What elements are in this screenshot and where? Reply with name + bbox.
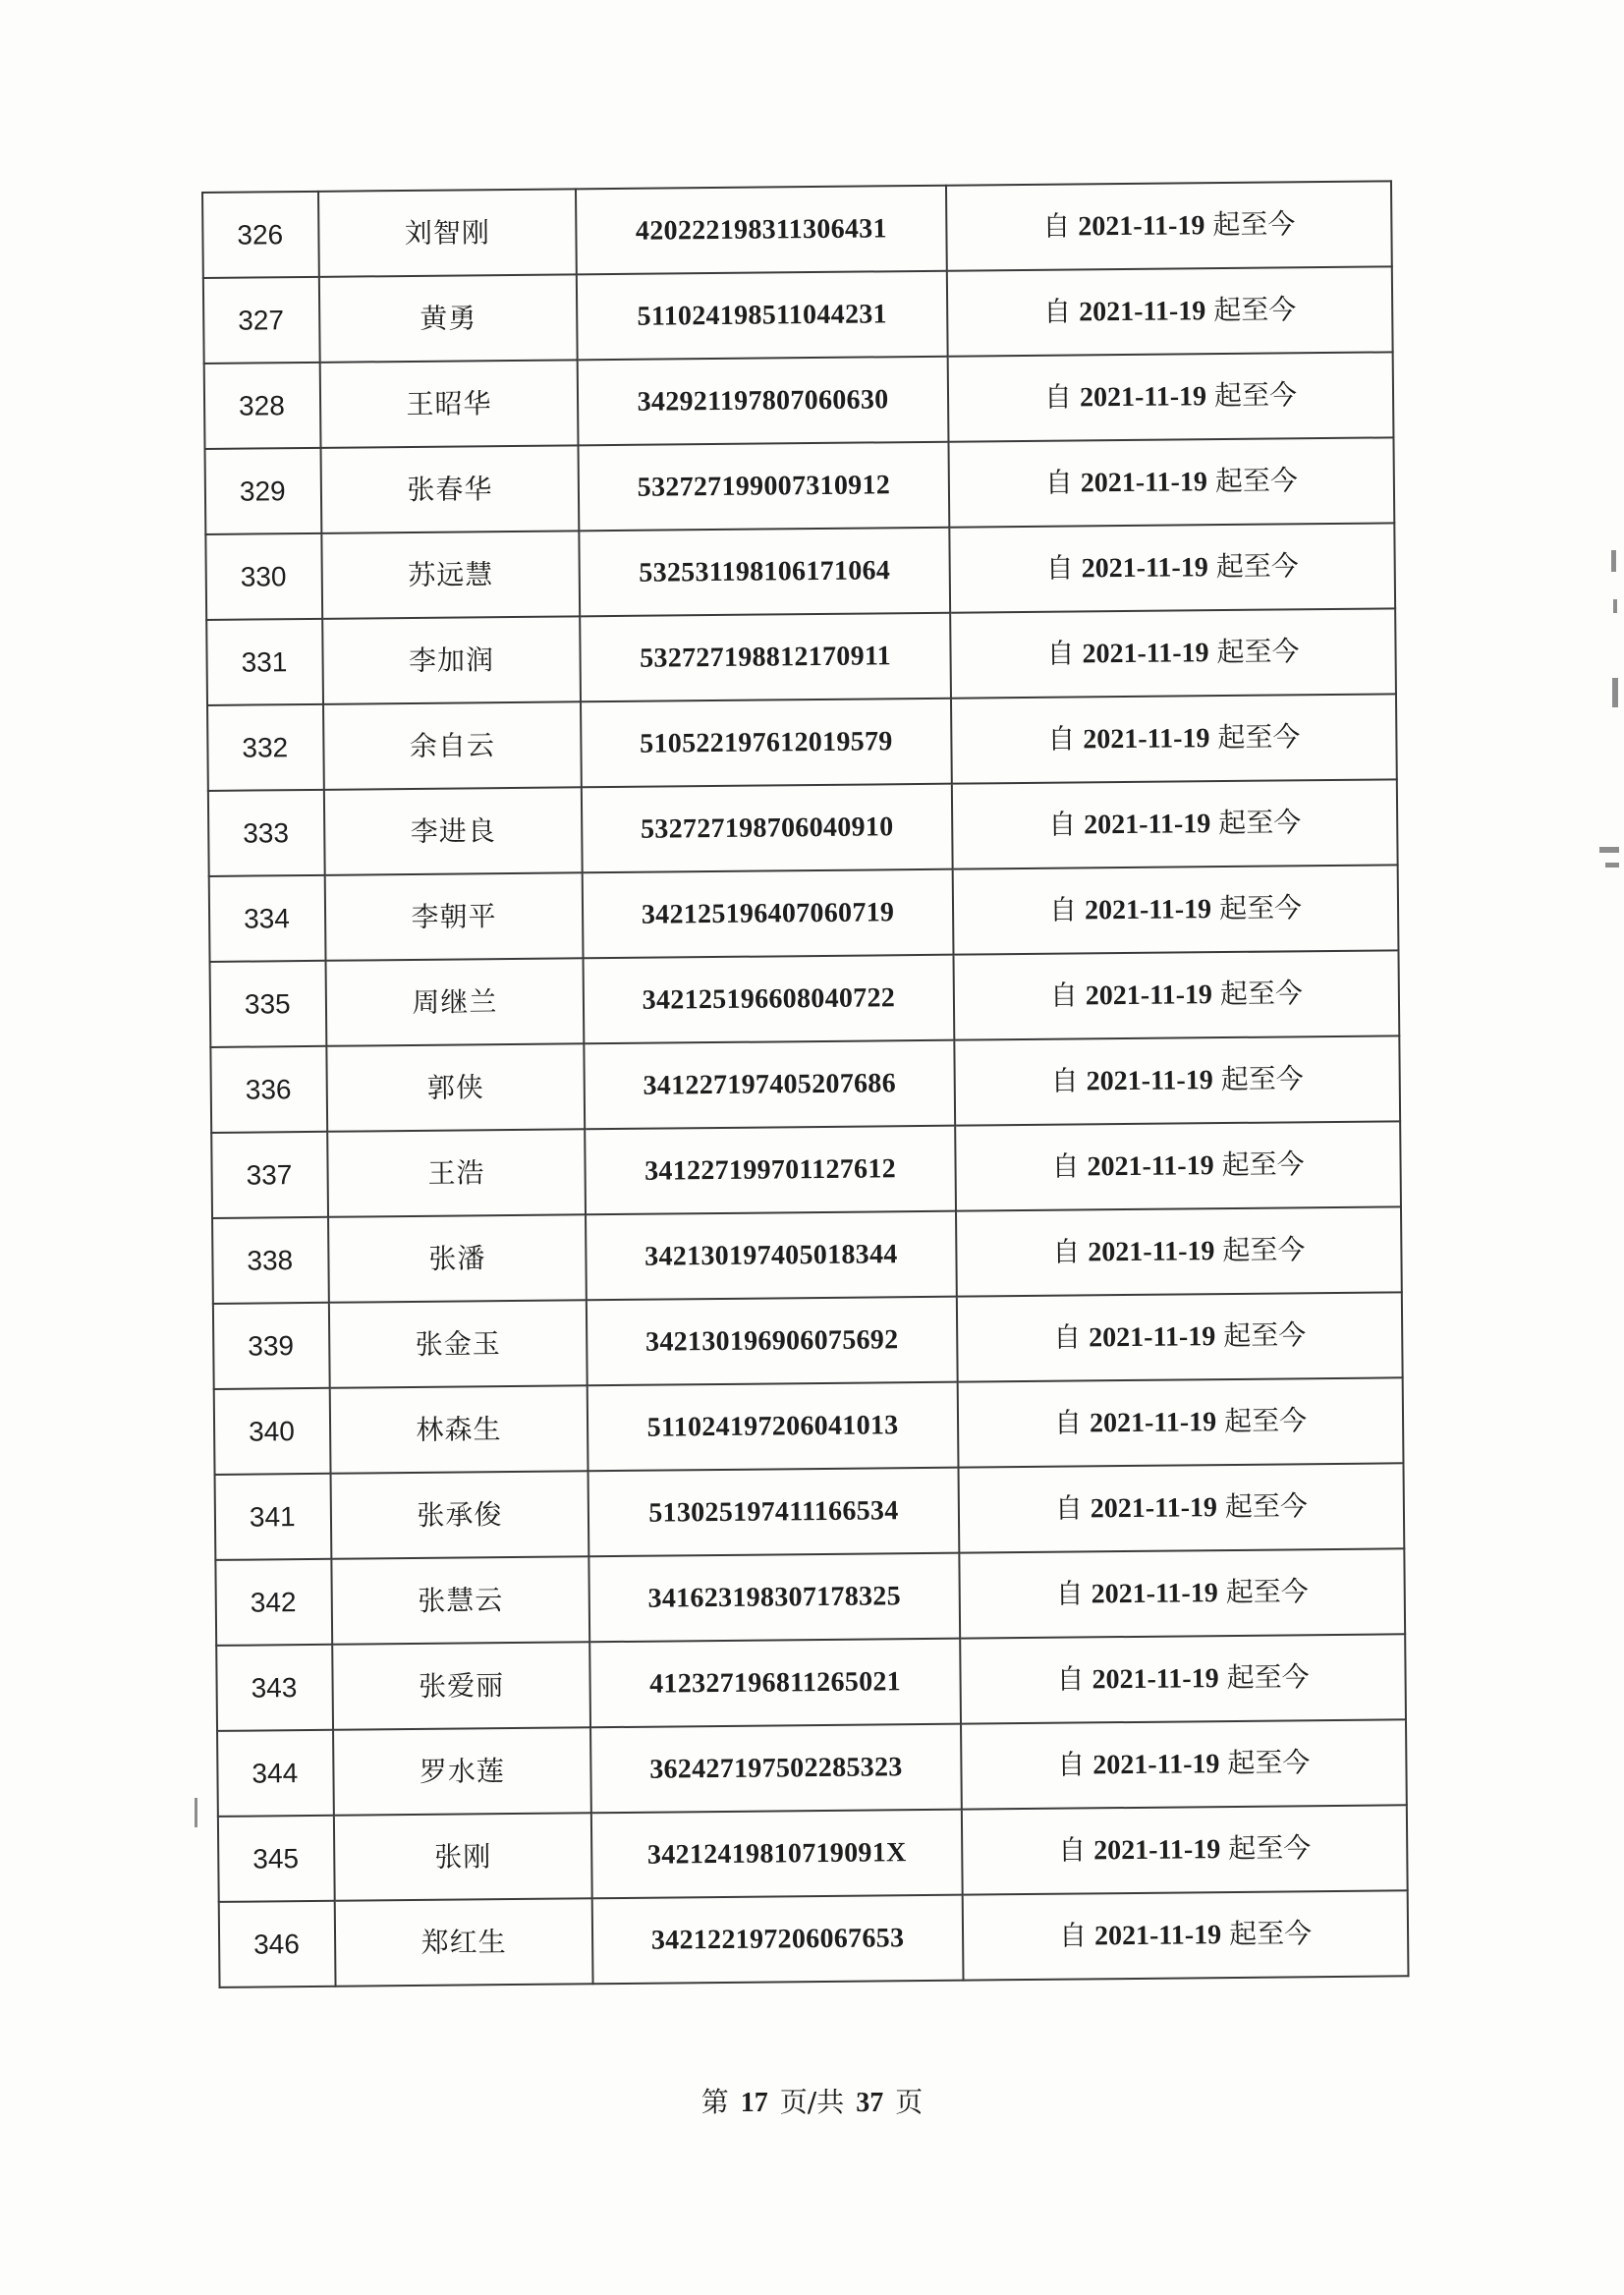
row-number: 346	[219, 1901, 336, 1987]
footer-suffix: 页	[895, 2086, 924, 2118]
table-row	[214, 1377, 1404, 1475]
period-suffix: 起至今	[1212, 207, 1296, 242]
period-prefix: 自	[1052, 1320, 1082, 1354]
period-date: 2021-11-19	[1083, 723, 1210, 756]
period-suffix: 起至今	[1213, 378, 1298, 413]
period-prefix: 自	[1054, 1491, 1083, 1525]
effective-period	[954, 1036, 1400, 1125]
period-date: 2021-11-19	[1092, 1663, 1219, 1696]
period-date: 2021-11-19	[1084, 894, 1212, 926]
person-name: 郭侠	[326, 1043, 585, 1132]
total-page-number: 37	[856, 2088, 884, 2118]
id-number: 511024198511044231	[577, 271, 948, 361]
period-prefix: 自	[1058, 1919, 1088, 1952]
period-suffix: 起至今	[1221, 1148, 1305, 1182]
period-prefix: 自	[1042, 209, 1071, 243]
period-suffix: 起至今	[1223, 1318, 1307, 1353]
period-suffix: 起至今	[1222, 1233, 1306, 1267]
table-row	[215, 1463, 1405, 1560]
row-number: 338	[212, 1217, 329, 1304]
effective-period	[952, 779, 1398, 868]
period-date: 2021-11-19	[1079, 296, 1206, 328]
effective-period	[959, 1463, 1405, 1552]
table-row	[213, 1292, 1403, 1389]
scan-edge-mark	[1605, 863, 1619, 868]
person-name: 张春华	[321, 445, 580, 533]
period-date: 2021-11-19	[1090, 1492, 1218, 1525]
period-prefix: 自	[1058, 1833, 1087, 1867]
table-row	[205, 523, 1395, 620]
row-number: 337	[211, 1132, 328, 1218]
table-row	[219, 1890, 1409, 1987]
id-number: 532727198812170911	[580, 613, 951, 702]
person-name: 林森生	[330, 1385, 588, 1474]
period-suffix: 起至今	[1223, 1404, 1308, 1438]
scan-edge-mark	[1599, 847, 1619, 853]
row-number: 333	[208, 790, 325, 876]
person-name: 罗水莲	[333, 1727, 591, 1816]
period-suffix: 起至今	[1220, 1062, 1304, 1096]
period-prefix: 自	[1047, 808, 1077, 841]
scan-edge-mark	[1613, 599, 1617, 613]
row-number: 343	[216, 1645, 333, 1731]
id-number: 511024197206041013	[588, 1382, 959, 1472]
period-date: 2021-11-19	[1089, 1321, 1216, 1354]
period-date: 2021-11-19	[1082, 638, 1209, 670]
period-suffix: 起至今	[1213, 293, 1297, 327]
row-number: 327	[203, 277, 320, 364]
period-date: 2021-11-19	[1093, 1920, 1222, 1952]
table-row	[215, 1548, 1405, 1646]
period-date: 2021-11-19	[1088, 1236, 1215, 1268]
id-number: 342125196407060719	[583, 869, 954, 959]
id-number: 513025197411166534	[588, 1468, 960, 1557]
footer-middle: 页/共	[779, 2086, 845, 2118]
page-footer	[0, 2081, 1624, 2120]
period-date: 2021-11-19	[1092, 1749, 1220, 1781]
table-row	[204, 352, 1394, 449]
id-number: 341227199701127612	[585, 1126, 956, 1215]
id-number: 342122197206067653	[592, 1895, 964, 1985]
person-name: 张金玉	[329, 1300, 588, 1388]
id-number: 532727198706040910	[582, 784, 953, 873]
period-prefix: 自	[1050, 1064, 1079, 1097]
table-row	[218, 1805, 1408, 1902]
effective-period	[960, 1634, 1406, 1723]
period-suffix: 起至今	[1225, 1575, 1309, 1609]
effective-period	[951, 694, 1397, 783]
table-row	[208, 779, 1398, 876]
row-number: 345	[218, 1816, 335, 1902]
effective-period	[953, 865, 1399, 954]
period-prefix: 自	[1057, 1748, 1086, 1781]
person-name: 王浩	[327, 1129, 586, 1217]
effective-period	[963, 1890, 1409, 1980]
person-name: 张爱丽	[332, 1642, 590, 1730]
effective-period	[955, 1121, 1401, 1210]
row-number: 331	[206, 619, 323, 705]
row-number: 344	[217, 1730, 334, 1817]
table-row	[211, 1121, 1401, 1218]
person-name: 余自云	[323, 701, 582, 790]
period-prefix: 自	[1043, 380, 1073, 414]
person-name: 李朝平	[325, 872, 584, 961]
person-name: 刘智刚	[318, 189, 577, 277]
id-number: 420222198311306431	[576, 186, 947, 275]
id-number: 341623198307178325	[588, 1553, 960, 1643]
period-suffix: 起至今	[1218, 806, 1302, 840]
id-number: 362427197502285323	[590, 1724, 962, 1814]
period-prefix: 自	[1055, 1577, 1084, 1610]
period-suffix: 起至今	[1215, 549, 1299, 584]
person-name: 黄勇	[319, 274, 578, 363]
person-name: 张承俊	[331, 1471, 589, 1559]
period-suffix: 起至今	[1214, 464, 1299, 498]
id-number: 412327196811265021	[589, 1639, 961, 1728]
row-number: 334	[209, 875, 326, 962]
effective-period	[949, 523, 1395, 612]
effective-period	[950, 608, 1396, 698]
table-row	[217, 1719, 1407, 1817]
effective-period	[958, 1377, 1404, 1467]
effective-period	[948, 352, 1394, 441]
effective-period	[956, 1206, 1402, 1296]
effective-period	[947, 266, 1393, 356]
row-number: 332	[207, 704, 324, 791]
effective-period	[961, 1719, 1407, 1809]
id-number: 532727199007310912	[578, 442, 949, 532]
period-suffix: 起至今	[1226, 1660, 1310, 1695]
row-number: 341	[215, 1474, 332, 1560]
row-number: 330	[205, 533, 322, 620]
id-number: 342921197807060630	[578, 357, 949, 446]
row-number: 329	[205, 448, 322, 534]
person-name: 郑红生	[335, 1898, 593, 1987]
id-number: 342125196608040722	[584, 955, 955, 1044]
id-number: 342130197405018344	[586, 1211, 957, 1301]
period-prefix: 自	[1051, 1149, 1080, 1183]
table-row	[207, 694, 1397, 791]
table-row	[210, 950, 1400, 1047]
person-name: 李加润	[322, 616, 581, 704]
table-row	[205, 437, 1395, 534]
period-prefix: 自	[1044, 466, 1073, 499]
person-name: 张慧云	[331, 1556, 589, 1645]
period-date: 2021-11-19	[1085, 980, 1213, 1012]
period-suffix: 起至今	[1224, 1489, 1309, 1524]
id-number: 342130196906075692	[587, 1297, 958, 1386]
person-name: 周继兰	[326, 958, 585, 1046]
id-number: 510522197612019579	[581, 699, 952, 788]
row-number: 336	[210, 1046, 327, 1133]
period-date: 2021-11-19	[1093, 1834, 1221, 1867]
table-row	[203, 266, 1393, 364]
table-row	[209, 865, 1399, 962]
scan-edge-mark	[1612, 678, 1618, 707]
period-suffix: 起至今	[1227, 1746, 1311, 1780]
person-name: 李进良	[324, 787, 583, 875]
row-number: 328	[204, 363, 321, 449]
current-page-number: 17	[740, 2088, 768, 2118]
period-date: 2021-11-19	[1080, 467, 1208, 499]
table-row	[212, 1206, 1402, 1304]
period-suffix: 起至今	[1228, 1831, 1312, 1866]
period-date: 2021-11-19	[1091, 1578, 1218, 1610]
period-date: 2021-11-19	[1081, 552, 1208, 585]
id-number: 34212419810719091X	[591, 1810, 963, 1899]
period-date: 2021-11-19	[1079, 381, 1207, 414]
id-number: 341227197405207686	[584, 1040, 955, 1130]
row-number: 339	[213, 1303, 330, 1389]
effective-period	[948, 437, 1394, 527]
row-number: 326	[202, 192, 319, 278]
effective-period	[953, 950, 1399, 1039]
row-number: 340	[214, 1388, 331, 1475]
table-row	[216, 1634, 1406, 1731]
period-date: 2021-11-19	[1089, 1407, 1217, 1439]
id-number: 532531198106171064	[579, 528, 950, 617]
period-prefix: 自	[1045, 551, 1074, 585]
period-prefix: 自	[1047, 722, 1076, 756]
effective-period	[957, 1292, 1403, 1381]
period-prefix: 自	[1046, 637, 1075, 670]
period-prefix: 自	[1048, 893, 1078, 926]
table-row	[210, 1036, 1400, 1133]
table-row	[202, 181, 1392, 278]
period-date: 2021-11-19	[1078, 210, 1205, 243]
period-suffix: 起至今	[1219, 977, 1304, 1011]
registration-table	[201, 180, 1410, 1988]
scan-edge-mark	[195, 1798, 197, 1827]
period-prefix: 自	[1052, 1235, 1081, 1268]
period-date: 2021-11-19	[1086, 1065, 1213, 1097]
period-suffix: 起至今	[1216, 635, 1300, 669]
period-prefix: 自	[1053, 1406, 1083, 1439]
period-date: 2021-11-19	[1087, 1150, 1214, 1183]
effective-period	[946, 181, 1392, 270]
period-prefix: 自	[1042, 295, 1072, 328]
period-suffix: 起至今	[1218, 891, 1303, 925]
period-prefix: 自	[1056, 1662, 1085, 1696]
table-row	[206, 608, 1396, 705]
period-prefix: 自	[1049, 979, 1078, 1012]
period-suffix: 起至今	[1228, 1917, 1313, 1951]
period-suffix: 起至今	[1217, 720, 1301, 755]
row-number: 335	[210, 961, 327, 1047]
row-number: 342	[215, 1559, 332, 1646]
person-name: 张潘	[328, 1214, 587, 1303]
effective-period	[959, 1548, 1405, 1638]
person-name: 苏远慧	[321, 531, 580, 619]
person-name: 王昭华	[320, 360, 579, 448]
footer-prefix: 第	[700, 2086, 729, 2118]
period-date: 2021-11-19	[1084, 809, 1211, 841]
person-name: 张刚	[334, 1813, 592, 1901]
effective-period	[962, 1805, 1408, 1894]
scan-edge-mark	[1611, 550, 1616, 572]
